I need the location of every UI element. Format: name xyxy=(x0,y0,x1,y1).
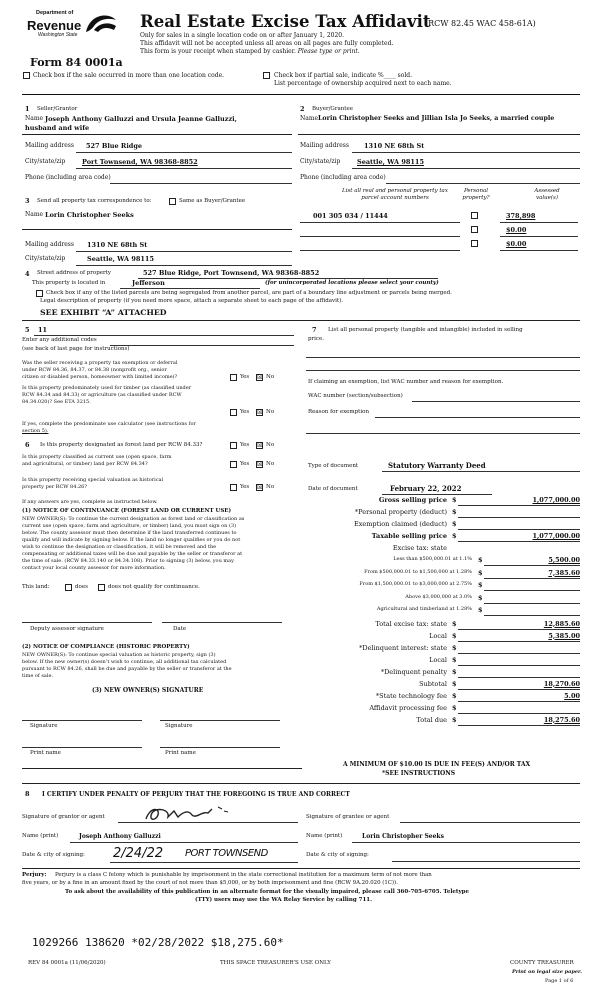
tax-line-label: Total due xyxy=(416,715,447,724)
notice-compliance-heading: (2) NOTICE OF COMPLIANCE (HISTORIC PROPERTY) xyxy=(22,644,190,650)
land-does-checkbox[interactable] xyxy=(65,584,72,591)
section7-num: 7 xyxy=(312,326,317,334)
current-use-yes-checkbox[interactable] xyxy=(230,461,237,468)
tax-line-label: From $500,000.01 to $1,500,000 at 1.28% xyxy=(364,568,472,575)
tax-line-label: Affidavit processing fee xyxy=(369,703,447,712)
treasurer-receipt-stamp: 1029266 138620 *02/28/2022 $18,275.60* xyxy=(32,936,284,949)
ownership-note: List percentage of ownership acquired next to each name. xyxy=(274,80,452,87)
tax-line-label: Agricultural and timberland at 1.28% xyxy=(376,606,472,612)
grantor-name-label: Name (print) xyxy=(22,833,59,839)
tax-line-label: Above $3,000,000 at 3.0% xyxy=(405,593,472,600)
personal-header-1: Personal xyxy=(463,188,489,194)
perjury-text-2: five years, or by a fine in an amount fixed by the court of not more than $5,000, or by both imprisonment and fine (RCW 9A.20.020 (1C)). xyxy=(22,880,398,886)
form-title: Real Estate Excise Tax Affidavit xyxy=(140,12,431,31)
timber-no-checkbox[interactable]: ☒ xyxy=(257,409,263,416)
yes-label: Yes xyxy=(240,374,250,380)
timber-question-line: 84.34.020)? See ETA 3215. xyxy=(22,399,91,405)
field-underline xyxy=(76,168,292,169)
partial-sale-checkbox[interactable] xyxy=(263,72,270,79)
reason-label: Reason for exemption xyxy=(308,409,369,415)
located-field[interactable]: Jefferson xyxy=(132,279,165,287)
field-underline xyxy=(352,152,580,153)
notice-continuance-text: wish to continue the designation or classification, it will be removed and the xyxy=(22,544,217,550)
correspondence-name-label: Name xyxy=(25,211,44,218)
buyer-city-label: City/state/zip xyxy=(300,158,341,165)
field-underline xyxy=(352,168,580,169)
field-underline xyxy=(138,278,438,279)
field-underline xyxy=(458,713,580,714)
agency-line3: Washington State xyxy=(38,32,78,38)
current-use-no-checkbox[interactable]: ☒ xyxy=(257,461,263,468)
same-as-buyer-label: Same as Buyer/Grantee xyxy=(179,198,246,204)
notice-continuance-text: the time of sale. (RCW 84.33.140 or 84.34.108). Prior to signing (3) below, you may xyxy=(22,558,234,564)
notice-compliance-text: below. If the new owner(s) doesn’t wish to continue, all additional tax calculated xyxy=(22,659,227,665)
notice-continuance-text: contact your local county assessor for more information. xyxy=(22,565,166,571)
seller-name-field-2[interactable]: husband and wife xyxy=(25,124,90,132)
tax-line-label: Local xyxy=(429,655,447,664)
notice-continuance-text: qualify and will indicate by signing below. If the land no longer qualifies or you do not xyxy=(22,537,241,543)
field-underline xyxy=(70,842,298,843)
seller-phone-field[interactable] xyxy=(110,183,292,184)
calculator-note: section 5). xyxy=(22,428,49,434)
agency-line1: Department of xyxy=(36,10,74,16)
currency-symbol: $ xyxy=(452,496,457,504)
field-underline xyxy=(300,222,460,223)
tax-line-label: Less than $500,000.01 at 1.1% xyxy=(393,556,472,562)
field-underline xyxy=(484,565,580,566)
legal-description-label: Legal description of property (if you need more space, attach a separate sheet to each page of the affidavit). xyxy=(40,298,344,304)
yes-label: Yes xyxy=(240,409,250,415)
partial-sale-label: Check box if partial sale, indicate %____ sold. xyxy=(274,72,412,79)
additional-codes-label: Enter any additional codes xyxy=(22,337,97,343)
exemption-question-line: Was the seller receiving a property tax exemption or deferral xyxy=(22,360,178,366)
yes-label: Yes xyxy=(240,442,250,448)
assessed-value-field[interactable]: $0.00 xyxy=(506,240,527,248)
personal-property-field[interactable] xyxy=(306,370,580,371)
grantor-signature-image xyxy=(140,803,240,823)
historic-yes-checkbox[interactable] xyxy=(230,484,237,491)
currency-symbol: $ xyxy=(478,568,483,577)
parcel-number-field[interactable]: 001 305 034 / 11444 xyxy=(313,212,388,220)
grantor-date-city-label: Date & city of signing: xyxy=(22,852,85,858)
field-underline xyxy=(76,251,292,252)
perjury-text: Perjury is a class C felony which is punishable by imprisonment in the state correctional institution for a maximum term of not more than xyxy=(55,872,432,878)
street-field[interactable]: 527 Blue Ridge, Port Townsend, WA 98368-8852 xyxy=(143,269,320,277)
additional-codes-note: (see back of last page for instructions) xyxy=(22,346,130,352)
county-treasurer-label: COUNTY TREASURER xyxy=(510,960,574,966)
divider xyxy=(22,768,302,769)
does-label: does xyxy=(75,584,88,590)
deputy-signature-label: Deputy assessor signature xyxy=(30,626,104,632)
tax-line-label: Taxable selling price xyxy=(371,532,447,540)
perjury-label: Perjury: xyxy=(22,872,47,878)
header-note-3: This form is your receipt when stamped by cashier. Please type or print. xyxy=(140,48,360,55)
tax-line-label: From $1,500,000.01 to $3,000,000 at 2.75% xyxy=(359,581,472,587)
correspondence-mailing-field[interactable]: 1310 NE 68th St xyxy=(87,241,148,249)
tax-line-label: *Personal property (deduct) xyxy=(354,508,447,516)
divider xyxy=(22,868,580,869)
notice-compliance-text: pursuant to RCW 84.26, shall be due and payable by the seller or transferor at the xyxy=(22,666,232,672)
correspondence-name-field[interactable]: Lorin Christopher Seeks xyxy=(45,211,134,219)
current-use-question: and agricultural, or timber) land per RCW 84.34? xyxy=(22,461,148,467)
historic-no-checkbox[interactable]: ☒ xyxy=(257,484,263,491)
seller-name-label: Name xyxy=(25,115,44,122)
deputy-date-label: Date xyxy=(173,626,187,632)
seller-heading: Seller/Grantor xyxy=(37,106,78,112)
field-underline xyxy=(120,288,260,289)
assessed-value-field[interactable]: 378,898 xyxy=(506,212,536,220)
personal-property-checkbox[interactable] xyxy=(471,212,478,219)
field-underline xyxy=(458,541,580,542)
reason-field[interactable] xyxy=(375,417,580,418)
parcels-header-2: parcel account numbers xyxy=(361,195,429,201)
legal-paper-note: Print on legal size paper. xyxy=(512,969,582,975)
personal-property-checkbox[interactable] xyxy=(471,226,478,233)
document-type-label: Type of document xyxy=(308,463,359,469)
currency-symbol: $ xyxy=(478,556,483,564)
grantor-city-field[interactable]: PORT TOWNSEND xyxy=(185,848,268,859)
exemption-question-line: under RCW 84.36, 84.37, or 84.38 (nonprofit org., senior xyxy=(22,367,167,373)
notice-continuance-heading: (1) NOTICE OF CONTINUANCE (FOREST LAND OR CURRENT USE) xyxy=(22,508,232,514)
personal-header-2: property? xyxy=(462,195,490,201)
seller-city-label: City/state/zip xyxy=(25,158,66,165)
timber-yes-checkbox[interactable] xyxy=(230,409,237,416)
field-underline xyxy=(76,265,292,266)
personal-property-field[interactable] xyxy=(306,357,580,358)
notice-continuance-text: NEW OWNER(S): To continue the current designation as forest land or classification as xyxy=(22,516,245,522)
print-name-label: Print name xyxy=(165,750,196,756)
header-note-1: Only for sales in a single location code on or after January 1, 2020. xyxy=(140,32,344,39)
grantee-date-city-label: Date & city of signing: xyxy=(306,852,369,858)
tax-amount-field[interactable]: 18,270.60 xyxy=(543,679,580,688)
no-label: No xyxy=(266,374,275,380)
buyer-city-field[interactable]: Seattle, WA 98115 xyxy=(357,158,424,166)
field-underline xyxy=(76,152,292,153)
section8-num: 8 xyxy=(25,790,30,798)
no-label: No xyxy=(266,442,275,448)
tax-amount-field[interactable]: 7,385.60 xyxy=(548,568,580,577)
forest-yes-checkbox[interactable] xyxy=(230,442,237,449)
parcel-number-field[interactable] xyxy=(300,250,460,251)
agency-line2: Revenue xyxy=(27,18,82,33)
tax-amount-field[interactable]: 1,077,000.00 xyxy=(532,532,580,540)
buyer-section-num: 2 xyxy=(300,105,305,113)
buyer-mailing-field[interactable]: 1310 NE 68th St xyxy=(364,142,425,150)
field-underline xyxy=(484,578,580,579)
field-underline xyxy=(500,222,578,223)
field-underline xyxy=(458,505,580,506)
multi-location-checkbox[interactable] xyxy=(23,72,30,79)
reason-field-2[interactable] xyxy=(306,433,580,434)
relay-service-note: (TTY) users may use the WA Relay Service by calling 711. xyxy=(195,897,373,903)
field-underline xyxy=(500,250,578,251)
new-owner-print-field[interactable] xyxy=(160,747,280,748)
certify-statement: I CERTIFY UNDER PENALTY OF PERJURY THAT THE FOREGOING IS TRUE AND CORRECT xyxy=(42,791,350,798)
buyer-heading: Buyer/Grantee xyxy=(312,106,353,112)
buyer-name-label: Name xyxy=(300,115,319,122)
located-label: This property is located in xyxy=(32,280,106,286)
field-underline xyxy=(458,701,580,702)
wac-label: WAC number (section/subsection) xyxy=(308,393,403,399)
notice-compliance-text: time of sale. xyxy=(22,673,54,679)
seller-mailing-label: Mailing address xyxy=(25,142,74,149)
location-code-field[interactable]: 11 xyxy=(38,326,48,334)
state-emblem-icon xyxy=(80,10,120,36)
parcel-number-field[interactable] xyxy=(300,236,460,237)
historic-question: Is this property receiving special valuation as historical xyxy=(22,477,164,483)
signature-label: Signature xyxy=(30,723,58,729)
yes-label: Yes xyxy=(240,484,250,490)
field-underline xyxy=(382,494,492,495)
section5-num: 5 xyxy=(25,326,30,334)
value-header-1: Assessed xyxy=(534,188,560,194)
document-date-field[interactable]: February 22, 2022 xyxy=(390,484,462,493)
field-underline xyxy=(458,641,580,642)
grantee-signature-field[interactable] xyxy=(400,822,580,823)
header-note-2: This affidavit will not be accepted unless all areas on all pages are fully completed. xyxy=(140,40,394,47)
land-does-not-checkbox[interactable] xyxy=(98,584,105,591)
divider xyxy=(22,783,580,784)
forest-question: Is this property designated as forest land per RCW 84.33? xyxy=(40,442,203,448)
field-underline xyxy=(458,725,580,726)
field-underline xyxy=(500,236,578,237)
seller-city-field[interactable]: Port Townsend, WA 98368-8852 xyxy=(82,158,198,166)
property-section-num: 4 xyxy=(25,270,30,278)
same-as-buyer-checkbox[interactable] xyxy=(169,198,176,205)
grantor-date-field[interactable]: 2/24/22 xyxy=(113,846,164,861)
revision-label: REV 84 0001a (11/06/2020) xyxy=(28,960,106,966)
correspondence-city-label: City/state/zip xyxy=(25,255,66,262)
see-instructions-note: *SEE INSTRUCTIONS xyxy=(382,770,456,777)
seller-name-field[interactable]: Joseph Anthony Galluzzi and Ursula Jeanne Galluzzi, xyxy=(45,115,237,123)
currency-symbol: $ xyxy=(452,520,457,528)
tax-amount-field[interactable]: 1,077,000.00 xyxy=(532,496,580,504)
no-label: No xyxy=(266,461,275,467)
divider xyxy=(298,134,580,135)
field-underline xyxy=(382,471,580,472)
correspondence-city-field[interactable]: Seattle, WA 98115 xyxy=(87,255,154,263)
grantor-signature-label: Signature of grantor or agent xyxy=(22,814,105,820)
form-citation: (RCW 82.45 WAC 458-61A) xyxy=(425,19,536,28)
minimum-due-note: A MINIMUM OF $10.00 IS DUE IN FEE(S) AND/OR TAX xyxy=(343,761,531,768)
field-underline xyxy=(458,689,580,690)
notice-continuance-text: compensating or additional taxes will be due and payable by the seller or transferor at xyxy=(22,551,243,557)
personal-property-checkbox[interactable] xyxy=(471,240,478,247)
divider xyxy=(22,94,580,95)
field-underline xyxy=(352,842,580,843)
seller-section-num: 1 xyxy=(25,105,30,113)
document-date-label: Date of document xyxy=(308,486,358,492)
currency-symbol: $ xyxy=(452,691,457,700)
parcels-header-1: List all real and personal property tax xyxy=(342,188,448,194)
grantee-signature-label: Signature of grantee or agent xyxy=(306,814,390,820)
tax-line-label: Exemption claimed (deduct) xyxy=(353,520,447,528)
tax-amount-field[interactable]: 5,385.00 xyxy=(548,631,580,640)
field-underline xyxy=(484,615,580,616)
grantee-name-label: Name (print) xyxy=(306,833,343,839)
no-label: No xyxy=(266,484,275,490)
currency-symbol: $ xyxy=(452,619,457,628)
currency-symbol: $ xyxy=(452,655,457,664)
section6-num: 6 xyxy=(25,441,30,449)
segregate-label: Check box if any of the listed parcels are being segregated from another parcel, are part of a boundary line adjustment or parcels being merged. xyxy=(46,290,452,296)
assessed-value-field[interactable]: $0.00 xyxy=(506,226,527,234)
if-yes-note: If any answers are yes, complete as instructed below. xyxy=(22,499,158,505)
current-use-question: Is this property classified as current use (open space, farm xyxy=(22,454,172,460)
seller-mailing-field[interactable]: 527 Blue Ridge xyxy=(86,142,143,150)
segregate-checkbox[interactable] xyxy=(36,290,43,297)
additional-codes-field[interactable] xyxy=(110,345,294,346)
notice-continuance-text: below. The county assessor must then determine if the land transferred continues to xyxy=(22,530,237,536)
form-number: Form 84 0001a xyxy=(30,56,123,69)
grantor-name-field[interactable]: Joseph Anthony Galluzzi xyxy=(79,833,161,840)
buyer-phone-field[interactable] xyxy=(386,183,580,184)
tax-line-label: Subtotal xyxy=(419,679,447,688)
currency-symbol: $ xyxy=(452,715,457,724)
correspondence-section-num: 3 xyxy=(25,197,30,205)
correspondence-heading: Send all property tax correspondence to: xyxy=(37,198,152,204)
divider xyxy=(22,229,292,230)
value-header-2: value(s) xyxy=(535,195,559,201)
buyer-phone-label: Phone (including area code) xyxy=(300,174,386,181)
tax-amount-field[interactable]: 5,500.00 xyxy=(548,556,580,564)
yes-label: Yes xyxy=(240,461,250,467)
exemption-no-checkbox[interactable]: ☒ xyxy=(257,374,263,381)
tax-line-label: Gross selling price xyxy=(378,496,447,504)
timber-question-line: RCW 84.34 and 84.33) or agriculture (as classified under RCW xyxy=(22,392,182,398)
new-owner-signature-field[interactable] xyxy=(160,720,280,721)
currency-symbol: $ xyxy=(452,667,457,676)
deputy-date-field[interactable] xyxy=(162,622,282,623)
currency-symbol: $ xyxy=(478,593,483,602)
deputy-signature-field[interactable] xyxy=(22,622,152,623)
no-label: No xyxy=(266,409,275,415)
currency-symbol: $ xyxy=(478,581,483,589)
currency-symbol: $ xyxy=(478,606,483,614)
treasurer-use-label: THIS SPACE TREASURER’S USE ONLY xyxy=(220,960,331,966)
does-not-qualify-label: does not qualify for continuance. xyxy=(108,584,200,590)
tax-amount-field[interactable]: 18,275.60 xyxy=(543,715,580,724)
exemption-yes-checkbox[interactable] xyxy=(230,374,237,381)
field-underline xyxy=(458,629,580,630)
currency-symbol: $ xyxy=(452,679,457,688)
tax-amount-field[interactable]: 5.00 xyxy=(564,691,580,700)
calculator-note: If yes, complete the predominate use calculator (see instructions for xyxy=(22,421,196,427)
document-type-field[interactable]: Statutory Warranty Deed xyxy=(388,461,486,470)
tax-line-label: Total excise tax: state xyxy=(375,619,447,628)
field-underline xyxy=(458,665,580,666)
currency-symbol: $ xyxy=(452,532,457,540)
alternate-format-note: To ask about the availability of this publication in an alternate format for the visually impaired, please call 360-705-6705. Teletype xyxy=(65,889,470,895)
field-underline xyxy=(458,529,580,530)
street-label: Street address of property xyxy=(37,270,111,276)
forest-no-checkbox[interactable]: ☒ xyxy=(257,442,263,449)
tax-line-label: *State technology fee xyxy=(375,691,447,700)
page-number: Page 1 of 6 xyxy=(545,978,574,984)
divider xyxy=(22,134,292,135)
exemption-question-line: citizen or disabled person, homeowner with limited income)? xyxy=(22,374,178,380)
buyer-name-field[interactable]: Lorin Christopher Seeks and Jillian Isla Jo Seeks, a married couple xyxy=(318,115,555,122)
currency-symbol: $ xyxy=(452,508,457,516)
divider xyxy=(22,320,580,321)
grantee-date-city-field[interactable] xyxy=(392,861,580,862)
field-underline xyxy=(110,862,298,863)
claim-exemption-label: If claiming an exemption, list WAC number and reason for exemption. xyxy=(308,379,504,385)
field-underline xyxy=(458,517,580,518)
field-underline xyxy=(458,653,580,654)
field-underline xyxy=(484,603,580,604)
wac-field[interactable] xyxy=(412,401,580,402)
new-owner-print-field[interactable] xyxy=(22,747,142,748)
field-underline xyxy=(458,677,580,678)
tax-line-label: *Delinquent penalty xyxy=(380,667,447,676)
tax-amount-field[interactable]: 12,885.60 xyxy=(543,619,580,628)
unincorporated-note: (for unincorporated locations please select your county) xyxy=(265,280,439,286)
signature-label: Signature xyxy=(165,723,193,729)
excise-tax-label: Excise tax: state xyxy=(392,544,447,552)
personal-property-label: List all personal property (tangible and intangible) included in selling xyxy=(328,327,523,333)
new-owner-signature-field[interactable] xyxy=(22,720,142,721)
print-name-label: Print name xyxy=(30,750,61,756)
tax-line-label: *Delinquent interest: state xyxy=(359,643,447,652)
field-underline xyxy=(34,335,294,336)
this-land-label: This land: xyxy=(22,584,50,590)
currency-symbol: $ xyxy=(452,703,457,712)
multi-location-label: Check box if the sale occurred in more than one location code. xyxy=(33,72,225,79)
currency-symbol: $ xyxy=(452,631,457,640)
currency-symbol: $ xyxy=(452,643,457,652)
correspondence-mailing-label: Mailing address xyxy=(25,241,74,248)
notice-compliance-text: NEW OWNER(S): To continue special valuation as historic property, sign (3) xyxy=(22,652,216,658)
grantee-name-field[interactable]: Lorin Christopher Seeks xyxy=(362,833,444,840)
new-owner-signature-heading: (3) NEW OWNER(S) SIGNATURE xyxy=(92,687,204,694)
notice-continuance-text: current use (open space, farm and agriculture, or timber) land, you must sign on (3) xyxy=(22,523,237,529)
field-underline xyxy=(484,590,580,591)
legal-description-field[interactable]: SEE EXHIBIT “A” ATTACHED xyxy=(40,308,167,317)
historic-question: property per RCW 84.26? xyxy=(22,484,88,490)
buyer-mailing-label: Mailing address xyxy=(300,142,349,149)
personal-property-label-2: price. xyxy=(308,336,324,342)
seller-phone-label: Phone (including area code) xyxy=(25,174,111,181)
tax-line-label: Local xyxy=(429,631,447,640)
timber-question-line: Is this property predominately used for timber (as classified under xyxy=(22,385,192,391)
